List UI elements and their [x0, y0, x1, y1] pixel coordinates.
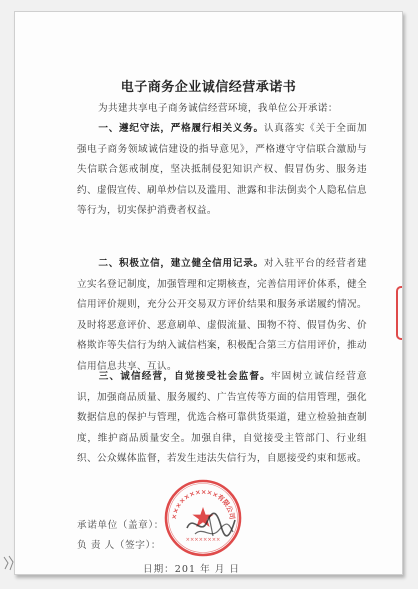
date-value: 201 年 月 日 — [174, 564, 241, 575]
section-3-paragraph — [77, 367, 367, 470]
seal-bottom-text: ×××××××× — [185, 537, 221, 543]
edge-seal-stamp — [395, 285, 407, 341]
edge-seal-text: ×××××× — [401, 297, 407, 333]
section-2-body: 对入驻平台的经营者建立实名登记制度，加强管理和定期核查，完善信用评价体系，健全信用评价规则，充分公开交易双方评价结果和服务承诺履约情况。及时将恶意评价、恶意刷单、虚假流量、围物不符、假冒伪劣、价格欺诈等失信行为纳入诚信档案，积极配合第三方信用评价，推动信用信息共享、互认。 — [77, 258, 367, 372]
document-page — [14, 11, 407, 575]
section-2-paragraph — [77, 254, 367, 378]
section-1-paragraph — [77, 119, 367, 222]
section-1-heading: 一、遵纪守法，严格履行相关义务。 — [98, 123, 264, 134]
intro-paragraph — [77, 99, 367, 120]
signature-unit-label: 承诺单位（盖章）： — [77, 520, 164, 531]
document-title: 电子商务企业诚信经营承诺书 — [120, 80, 297, 95]
intro-text: 为共建共享电子商务诚信经营环境，我单位公开承诺： — [98, 103, 338, 114]
section-2-heading: 二、积极立信，建立健全信用记录。 — [98, 258, 264, 269]
margin-scribble-mark — [2, 553, 16, 573]
section-3-heading: 三、诚信经营，自觉接受社会监督。 — [98, 371, 271, 382]
seal-arc-text: ××××××××××有限公司 — [169, 487, 237, 521]
signature-date-line — [143, 561, 240, 575]
section-3-body: 牢固树立诚信经营意识，加强商品质量、服务履约、广告宣传等方面的信用管理，强化数据信息的保护与管理，优选合格可靠供货渠道，建立检验抽查制度，维护商品质量安全。加强自律，自觉接受主管部门、行业组织、公众媒体监督，若发生违法失信行为，自愿接受约束和惩戒。 — [77, 371, 367, 465]
section-1-body: 认真落实《关于全面加强电子商务领域诚信建设的指导意见》，严格遵守守信联合激励与失信联合惩戒制度，坚决抵制侵犯知识产权、假冒伪劣、服务违约、虚假宣传、刷单炒信以及滥用、泄露和非法倒卖个人隐私信息等行为，切实保护消费者权益。 — [77, 123, 367, 217]
date-label: 日期： — [143, 564, 175, 575]
signature-person-label: 负 责 人（签字）： — [77, 540, 162, 551]
handwritten-signature — [183, 506, 239, 546]
